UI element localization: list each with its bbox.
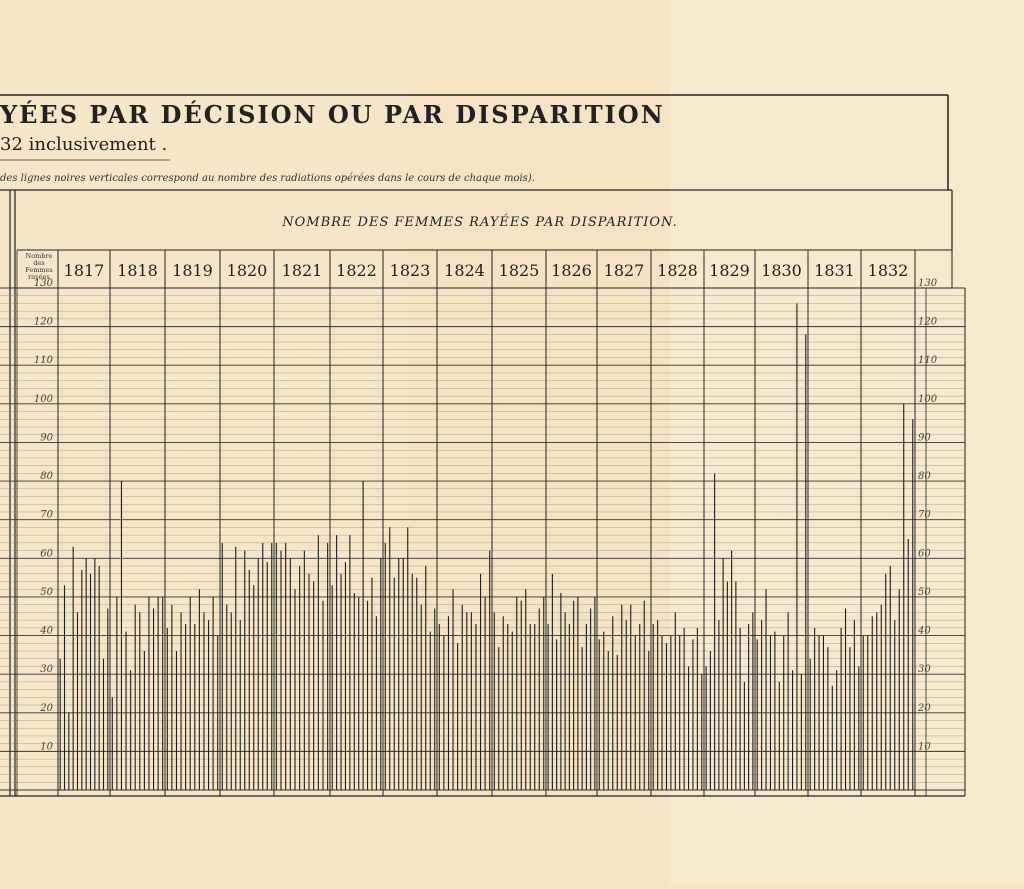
y-tick-label: 20: [40, 702, 53, 714]
year-label-1821: 1821: [281, 261, 323, 280]
year-label-1828: 1828: [657, 261, 698, 280]
chart-title: NOMBRE DES FEMMES RAYÉES PAR DISPARITION.: [282, 215, 678, 230]
right-y-tick-label: 60: [918, 548, 931, 560]
year-label-1823: 1823: [389, 261, 431, 280]
right-y-tick-label: 130: [918, 278, 938, 289]
y-tick-label: 110: [33, 355, 53, 367]
year-label-1817: 1817: [63, 261, 105, 280]
page-title: YÉES PAR DÉCISION OU PAR DISPARITION: [0, 100, 665, 129]
year-label-1832: 1832: [867, 261, 909, 280]
y-tick-label: 10: [40, 741, 53, 753]
right-y-tick-label: 10: [918, 741, 931, 753]
year-label-1827: 1827: [603, 261, 645, 280]
right-y-tick-label: 40: [918, 625, 931, 637]
y-axis-label-box: [19, 253, 59, 281]
y-tick-label: 50: [40, 586, 53, 598]
right-y-tick-label: 70: [918, 509, 931, 521]
y-tick-label: 60: [40, 548, 53, 560]
header-note: des lignes noires verticales correspond au nombre des radiations opérées dans le cours de chaque mois).: [0, 173, 535, 184]
y-axis-label: Nombre des Femmes rayées: [25, 253, 53, 281]
page-subtitle: 32 inclusivement .: [0, 134, 168, 155]
year-label-1818: 1818: [117, 261, 158, 280]
right-y-tick-label: 50: [918, 586, 931, 598]
year-label-1820: 1820: [226, 261, 268, 280]
right-y-tick-label: 110: [918, 355, 938, 367]
y-tick-label: 80: [40, 471, 53, 483]
year-label-1819: 1819: [172, 261, 213, 280]
year-label-1822: 1822: [336, 261, 377, 280]
year-label-1830: 1830: [761, 261, 802, 280]
right-y-tick-label: 120: [918, 316, 938, 328]
right-y-tick-label: 20: [918, 702, 931, 714]
y-tick-label: 100: [33, 393, 53, 405]
y-tick-label: 30: [40, 664, 53, 676]
year-label-1831: 1831: [814, 261, 855, 280]
year-label-1829: 1829: [709, 261, 750, 280]
year-label-1826: 1826: [551, 261, 592, 280]
year-label-1825: 1825: [498, 261, 540, 280]
year-label-1824: 1824: [444, 261, 485, 280]
right-y-tick-label: 90: [918, 432, 931, 444]
y-tick-label: 130: [33, 278, 53, 289]
right-y-tick-label: 100: [918, 393, 938, 405]
y-tick-label: 90: [40, 432, 53, 444]
y-tick-label: 120: [33, 316, 53, 328]
right-y-tick-label: 30: [918, 664, 931, 676]
y-tick-label: 40: [40, 625, 53, 637]
y-tick-label: 70: [40, 509, 53, 521]
right-y-tick-label: 80: [918, 471, 931, 483]
